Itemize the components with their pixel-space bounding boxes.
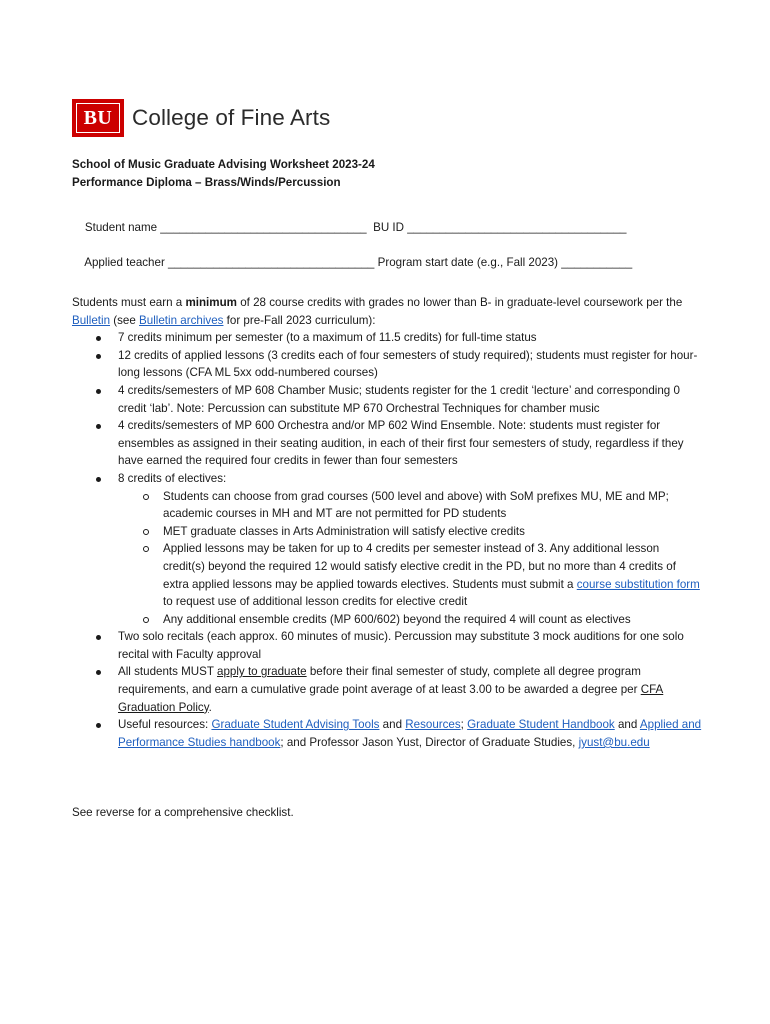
item-text: ;: [460, 718, 468, 732]
apply-to-graduate-link[interactable]: apply to graduate: [217, 665, 307, 679]
email-link[interactable]: jyust@bu.edu: [578, 735, 650, 749]
student-info-row-1: [72, 208, 626, 247]
list-item: 4 credits/semesters of MP 608 Chamber Music; students register for the 1 credit ‘lecture’ and corresponding 0 credit ‘lab’. Note: Percussion can substitute MP 670 Orchestral Techniques for chamber music: [72, 382, 702, 417]
sub-list-item: MET graduate classes in Arts Administration will satisfy elective credits: [118, 523, 702, 541]
intro-minimum: minimum: [185, 296, 237, 309]
cfa-graduation-policy-link[interactable]: CFA Graduation Policy: [118, 683, 664, 714]
sub-text: to request use of additional lesson credits for elective credit: [163, 595, 468, 609]
item-text: Useful resources:: [118, 718, 212, 732]
requirements-section: [72, 294, 702, 751]
list-item: Two solo recitals (each approx. 60 minutes of music). Percussion may substitute 3 mock auditions for one solo recital with Faculty approval: [72, 628, 702, 663]
intro-text-2: of 28 course credits with grades no lower than B- in graduate-level coursework per the: [236, 296, 683, 309]
student-handbook-link[interactable]: Graduate Student Handbook: [467, 718, 615, 732]
intro-text-1: Students must earn a: [72, 296, 186, 309]
intro-text-4: for pre-Fall 2023 curriculum):: [223, 313, 376, 327]
performance-handbook-link[interactable]: Applied and Performance Studies handbook: [118, 718, 702, 749]
bu-cfa-logo: [72, 99, 330, 137]
electives-sublist: [118, 488, 702, 629]
item-text: .: [208, 700, 212, 714]
sub-text: Applied lessons may be taken for up to 4 credits per semester instead of 3. Any additional lesson credit(s) beyond the required 12 would satisfy elective credit in the PD, but no more than 4 credits of extra applied lessons may be applied towards electives. Students must submit a: [163, 542, 676, 591]
applied-teacher-field[interactable]: Applied teacher ________________________________: [84, 256, 375, 269]
bu-logo-text: BU: [76, 103, 120, 133]
title-line-1: School of Music Graduate Advising Worksheet 2023-24: [72, 158, 375, 171]
list-item: 7 credits minimum per semester (to a maximum of 11.5 credits) for full-time status: [72, 329, 702, 347]
program-start-field[interactable]: Program start date (e.g., Fall 2023) ___________: [377, 256, 633, 269]
reverse-note: See reverse for a comprehensive checklist.: [72, 806, 294, 819]
list-item: [72, 663, 702, 716]
document-title: [72, 156, 375, 192]
sub-list-item: [118, 540, 702, 610]
item-text: before their final semester of study, complete all degree program requirements, and earn a cumulative grade point average of at least 3.00 to be awarded a degree per: [118, 665, 641, 697]
item-text: ; and Professor Jason Yust, Director of Graduate Studies,: [280, 735, 579, 749]
item-text: and: [379, 718, 406, 732]
title-line-2: Performance Diploma – Brass/Winds/Percussion: [72, 176, 341, 189]
sub-list-item: Students can choose from grad courses (500 level and above) with SoM prefixes MU, ME and MP; academic courses in MH and MT are not permitted for PD students: [118, 488, 702, 523]
advising-tools-link[interactable]: Graduate Student Advising Tools: [211, 718, 380, 732]
list-item: [72, 716, 702, 751]
intro-text-3: (see: [110, 313, 140, 327]
item-text: All students MUST: [118, 665, 218, 679]
intro-paragraph: [72, 294, 702, 329]
list-item: 4 credits/semesters of MP 600 Orchestra and/or MP 602 Wind Ensemble. Note: students must register for ensembles as assigned in their seating audition, in each of their first four semesters of study, regardless if they have earned the required four credits in fewer than four semesters: [72, 417, 702, 470]
electives-item: [72, 470, 702, 628]
bulletin-archives-link[interactable]: Bulletin archives: [139, 313, 224, 327]
student-name-field[interactable]: Student name ________________________________: [84, 221, 367, 234]
item-text: and: [614, 718, 640, 732]
sub-list-item: Any additional ensemble credits (MP 600/602) beyond the required 4 will count as electives: [118, 611, 702, 629]
college-name: College of Fine Arts: [132, 105, 331, 130]
student-info-row-2: [72, 243, 632, 282]
resources-link[interactable]: Resources: [405, 718, 461, 732]
electives-label: 8 credits of electives:: [118, 471, 227, 485]
bu-logo-box: [72, 99, 124, 137]
course-substitution-form-link[interactable]: course substitution form: [576, 577, 700, 591]
requirements-list: [72, 329, 702, 751]
bu-id-field[interactable]: BU ID __________________________________: [373, 221, 627, 234]
list-item: 12 credits of applied lessons (3 credits each of four semesters of study required); students must register for hour-long lessons (CFA ML 5xx odd-numbered courses): [72, 347, 702, 382]
bulletin-link[interactable]: Bulletin: [72, 313, 111, 327]
